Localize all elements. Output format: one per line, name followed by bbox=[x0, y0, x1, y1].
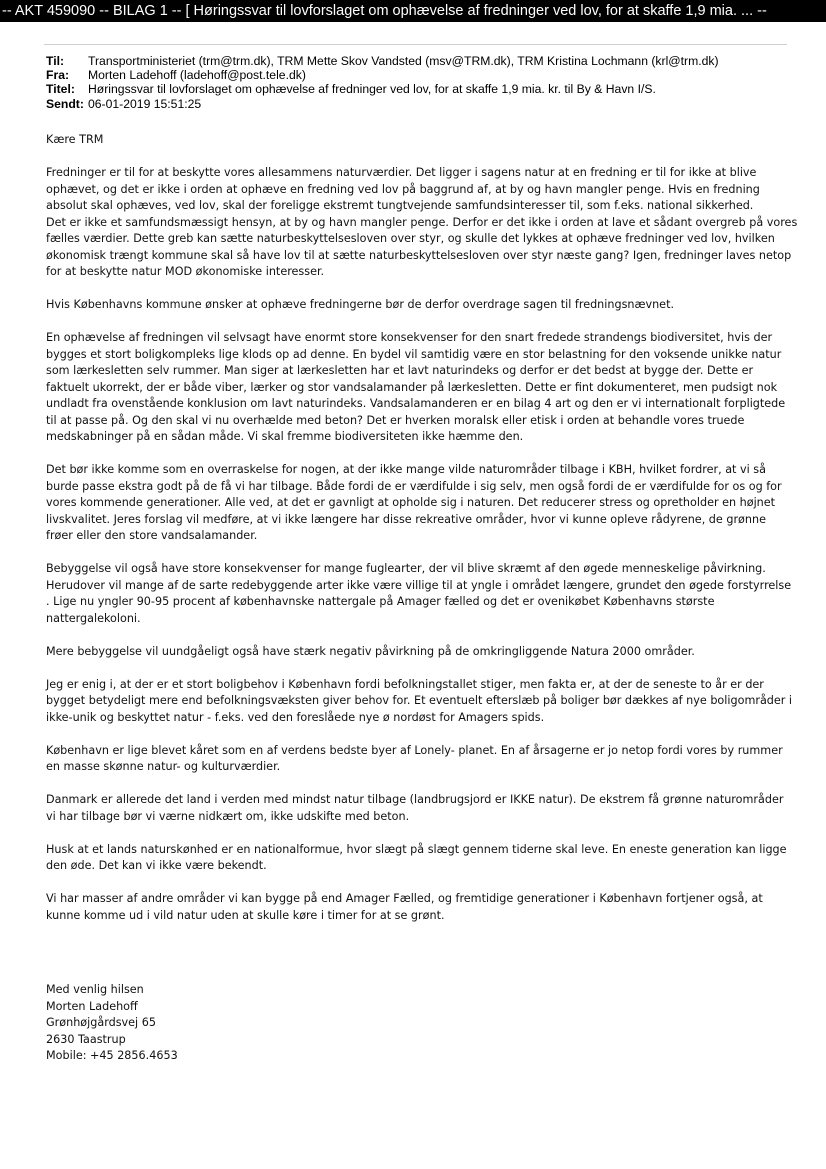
body-paragraphs bbox=[46, 165, 798, 924]
paragraph-line: København er lige blevet kåret som en af verdens bedste byer af Lonely- planet. En af årsagerne er jo netop fordi vores by rummer bbox=[46, 743, 783, 757]
paragraph-line: . Lige nu yngler 90-95 procent af københavnske nattergale på Amager fælled og det er ovenikøbet Københavns største bbox=[46, 595, 715, 608]
header-label: Fra: bbox=[46, 68, 70, 83]
paragraph-line: absolut skal ophæves, ved lov, skal der foreligge ekstremt tungtvejende samfundsinteresser til, som f.eks. national sikkerhed. bbox=[46, 199, 754, 212]
paragraph-line: økonomisk trængt kommune skal så have lov til at sætte naturbeskyttelsesloven over styr næste gang? Igen, fredninger laves netop bbox=[46, 248, 792, 262]
paragraph-line: ophævet, og det er ikke i orden at ophæve en fredning ved lov på baggrund af, at by og havn mangler penge. Hvis en fredning bbox=[46, 182, 760, 196]
signature-block bbox=[46, 982, 178, 1065]
body-paragraph bbox=[46, 561, 792, 627]
body-paragraph bbox=[46, 743, 786, 776]
header-row bbox=[46, 82, 719, 96]
body-paragraph bbox=[46, 792, 786, 825]
paragraph-line: Vi har masser af andre områder vi kan bygge på end Amager Fælled, og fremtidige generationer i København fortjener også, at bbox=[46, 892, 763, 905]
signature-line: Mobile: +45 2856.4653 bbox=[46, 1049, 178, 1062]
body-paragraph bbox=[46, 677, 793, 727]
paragraph-line: Bebyggelse vil også have store konsekvenser for mange fuglearter, der vil blive skræmt af den øgede menneskelige påvirkning. bbox=[46, 562, 766, 575]
header-divider bbox=[44, 44, 787, 45]
paragraph-line: frøer eller den store vandsalamander. bbox=[46, 529, 258, 542]
header-value: Transportministeriet (trm@trm.dk), TRM Mette Skov Vandsted (msv@TRM.dk), TRM Kristina Lochmann (krl@trm.dk) bbox=[88, 54, 719, 68]
signature-line: Grønhøjgårdsvej 65 bbox=[46, 1016, 156, 1029]
paragraph-line: ikke-unik og beskyttet natur - f.eks. ved den foreslåede nye ø nordøst for Amagers spids. bbox=[46, 710, 545, 724]
paragraph-line: bygget betydeligt mere end befolkningsvæksten giver behov for. Et eventuelt efterslæb på boliger bør dækkes af nye boligområder i bbox=[46, 694, 793, 707]
paragraph-line: Det bør ikke komme som en overraskelse for nogen, at der ikke mange vilde naturområder tilbage i KBH, hvilket fordrer, at vi så bbox=[46, 463, 766, 476]
paragraph-line: medskabninger på en sådan måde. Vi skal fremme biodiversiteten ikke hæmme den. bbox=[46, 430, 524, 443]
email-headers bbox=[46, 54, 719, 111]
paragraph-line: vi har tilbage bør vi værne nidkært om, ikke udskifte med beton. bbox=[46, 809, 410, 823]
signature-line: 2630 Taastrup bbox=[46, 1032, 126, 1046]
paragraph-line: bygges et stort boligkompleks lige klods op ad denne. En bydel vil samtidig være en stor belastning for den voksende unikke natur bbox=[46, 347, 782, 361]
greeting: Kære TRM bbox=[46, 133, 104, 146]
paragraph-line: en masse skønne natur- og kulturværdier. bbox=[46, 760, 281, 773]
paragraph-line: En ophævelse af fredningen vil selvsagt have enormt store konsekvenser for den snart fredede strandengs biodiversitet, hvis der bbox=[46, 331, 773, 344]
body-paragraph bbox=[46, 165, 798, 281]
paragraph-line: som lærkesletten selv rummer. Man siger at lærkesletten har et lavt naturindeks og derfor er det bedst at bygge der. Dette er bbox=[46, 364, 754, 377]
paragraph-line: for at beskytte natur MOD økonomiske interesser. bbox=[46, 265, 325, 278]
paragraph-line: Herudover vil mange af de sarte redebyggende arter ikke være villige til at yngle i området længere, grundet den øgede forstyrrelse bbox=[46, 578, 792, 592]
header-value: 06-01-2019 15:51:25 bbox=[88, 96, 202, 111]
paragraph-line: til at passe på. Og den skal vi nu overhælde med beton? Det er hverken moralsk eller etisk i orden at behandle vores truede bbox=[46, 413, 745, 427]
paragraph-line: Hvis Københavns kommune ønsker at ophæve fredningerne bør de derfor overdrage sagen til fredningsnævnet. bbox=[46, 298, 675, 311]
paragraph-line: nattergalekoloni. bbox=[46, 611, 141, 625]
paragraph-line: faktuelt ukorrekt, der er både viber, lærker og stor vandsalamander på lærkesletten. Dette er fint dokumenteret, men pudsigt nok bbox=[46, 380, 778, 394]
paragraph-line: fælles værdier. Dette greb kan sætte naturbeskyttelsesloven over styr, og skulle det lykkes at ophæve fredninger ved lov, hvilken bbox=[46, 232, 775, 245]
paragraph-line: livskvalitet. Jeres forslag vil medføre, at vi ikke længere har disse rekreative områder, hvor vi kunne opleve rådyrene, de grønne bbox=[46, 512, 766, 526]
header-row bbox=[46, 68, 719, 82]
paragraph-line: undladt fra ovenstående konklusion om lavt naturindeks. Vandsalamanderen er en bilag 4 art og den er vi internationalt forpligtede bbox=[46, 397, 786, 410]
body-paragraph bbox=[46, 644, 786, 661]
paragraph-line: Det er ikke et samfundsmæssigt hensyn, at by og havn mangler penge. Derfor er det ikke i orden at lave et sådant overgreb på vores bbox=[46, 215, 798, 229]
paragraph-line: Husk at et lands naturskønhed er en nationalformue, hvor slægt på slægt gennem tiderne skal leve. En eneste generation kan ligge bbox=[46, 842, 787, 856]
body-paragraph bbox=[46, 297, 786, 314]
paragraph-line: Jeg er enig i, at der er et stort boligbehov i København fordi befolkningstallet stiger, men fakta er, at der de seneste to år er der bbox=[46, 677, 764, 691]
signature-line: Morten Ladehoff bbox=[46, 999, 138, 1013]
signature-line: Med venlig hilsen bbox=[46, 983, 144, 996]
paragraph-line: Fredninger er til for at beskytte vores allesammens naturværdier. Det ligger i sagens natur at en fredning er til for ikke at blive bbox=[46, 166, 757, 179]
paragraph-line: den øde. Det kan vi ikke være bekendt. bbox=[46, 859, 267, 872]
header-label: Titel: bbox=[46, 82, 75, 97]
email-body bbox=[46, 132, 798, 941]
body-paragraph bbox=[46, 842, 786, 875]
paragraph-line: Mere bebyggelse vil uundgåeligt også have stærk negativ påvirkning på de omkringliggende Natura 2000 områder. bbox=[46, 644, 695, 658]
paragraph-line: vores kommende generationer. Alle ved, at det er gavnligt at opholde sig i naturen. Det reducerer stress og opretholder en højnet bbox=[46, 496, 776, 509]
header-value: Høringssvar til lovforslaget om ophævelse af fredninger ved lov, for at skaffe 1,9 mia. kr. til By & Havn I/S. bbox=[88, 82, 656, 97]
body-paragraph bbox=[46, 462, 786, 545]
header-row bbox=[46, 54, 719, 68]
header-row bbox=[46, 97, 719, 111]
header-label: Til: bbox=[46, 54, 65, 68]
body-paragraph bbox=[46, 330, 786, 446]
body-paragraph bbox=[46, 891, 786, 924]
header-label: Sendt: bbox=[46, 96, 84, 111]
paragraph-line: kunne komme ud i vild natur uden at skulle køre i timer for at se grønt. bbox=[46, 908, 445, 922]
document-title-bar: -- AKT 459090 -- BILAG 1 -- [ Høringssvar til lovforslaget om ophævelse af fredninger ved lov, for at skaffe 1,9 mia. ... -- bbox=[0, 0, 826, 22]
header-value: Morten Ladehoff (ladehoff@post.tele.dk) bbox=[88, 68, 306, 83]
paragraph-line: Danmark er allerede det land i verden med mindst natur tilbage (landbrugsjord er IKKE natur). De ekstrem få grønne naturområder bbox=[46, 793, 784, 806]
paragraph-line: burde passe ekstra godt på de få vi har tilbage. Både fordi de er værdifulde i sig selv, men også fordi de er værdifulde for os og for bbox=[46, 479, 782, 493]
